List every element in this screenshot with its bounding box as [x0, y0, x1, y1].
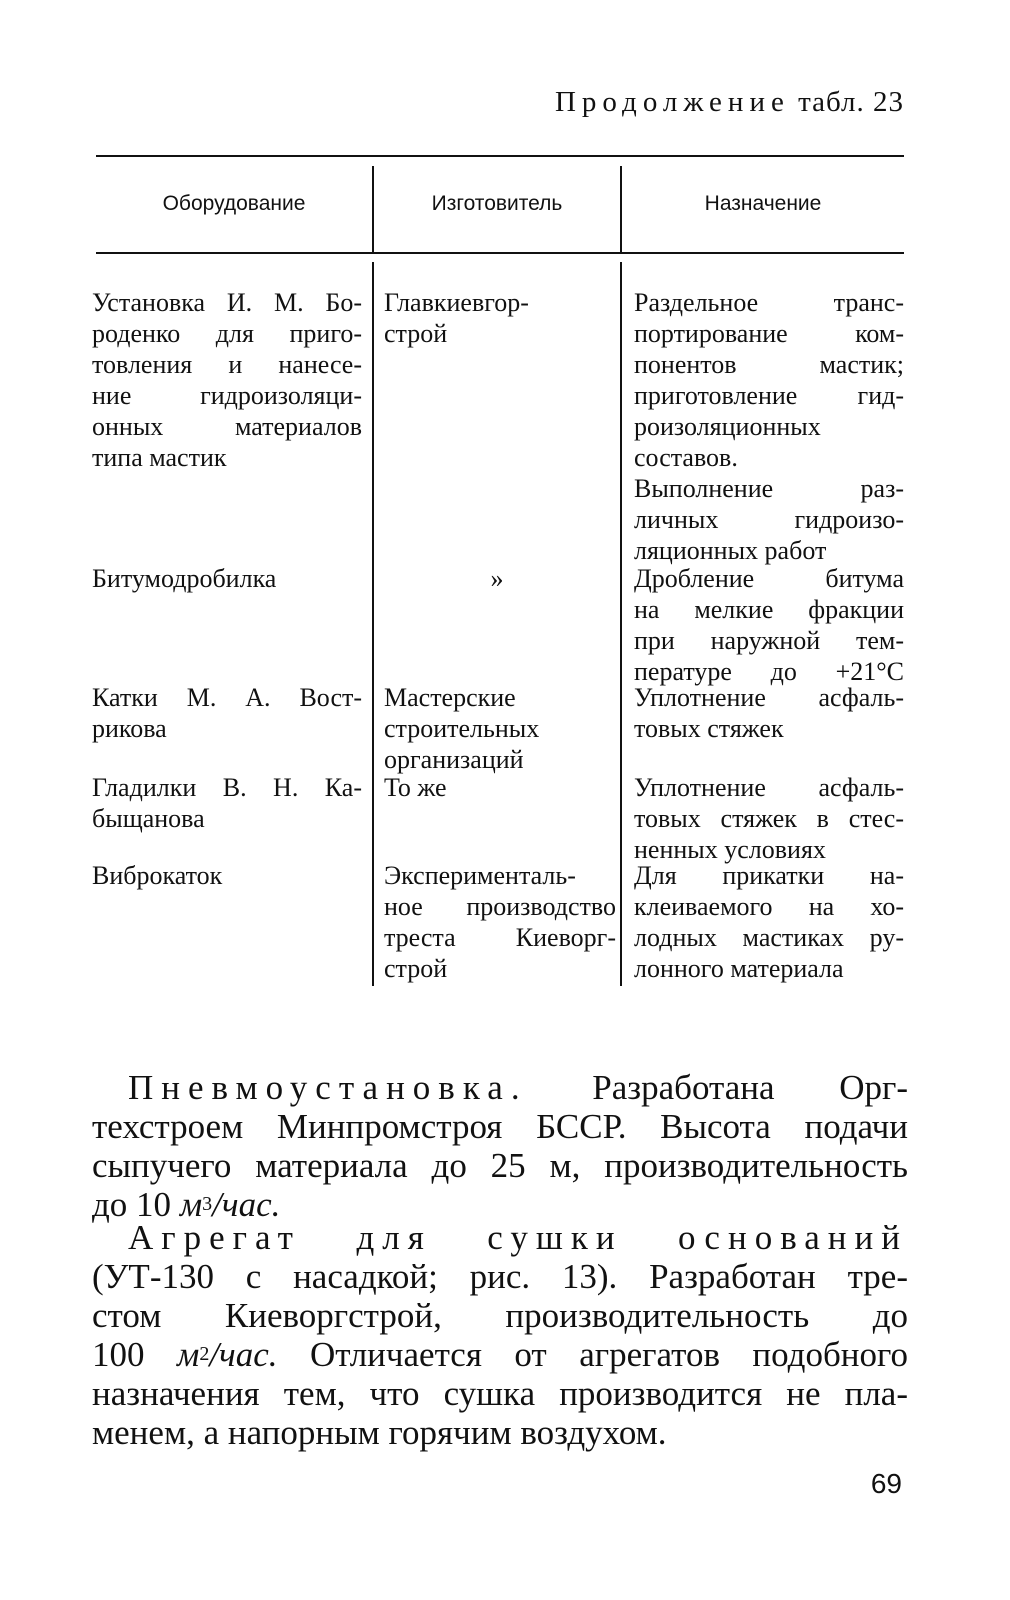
row4-equipment: Гладилки В. Н. Ка- быщанова — [92, 773, 362, 833]
paragraph-drying-unit: Агрегат для сушки оснований (УТ-130 с насадкой; рис. 13). Разработан тре- стом Киеворгстрой, производительность до 100 $м^2$/час. Отличается от агрегатов подобного назначения тем, что сушка производится не пла- менем, а напорным горячим воздухом. — [92, 1218, 908, 1452]
header-purpose: Назначение — [704, 192, 822, 215]
row2-purpose: Дробление битума на мелкие фракции при наружной тем- пературе до +21°С — [634, 564, 904, 686]
table-caption: Продолжение табл. 23 — [554, 86, 904, 118]
body-divider-2 — [620, 262, 622, 986]
paragraph-pneumatic-unit: Пневмоустановка. Разработана Орг- техстроем Минпромстроя БССР. Высота подачи сыпучего материала до 25 м, производительность до 10 $м^3$/час. — [92, 1068, 909, 1224]
row2-equipment: Битумодробилка — [92, 564, 277, 593]
row4-maker: То же — [384, 773, 447, 802]
table-top-rule — [96, 155, 904, 157]
row2-maker: » — [490, 564, 504, 593]
row5-equipment: Виброкаток — [92, 861, 223, 890]
row5-maker: Эксперименталь- ное производство треста Киеворг- строй — [384, 861, 616, 983]
row1-maker: Главкиевгор- строй — [384, 288, 529, 348]
row3-maker: Мастерские строительных организаций — [384, 683, 540, 774]
row1-purpose: Раздельное транс- портирование ком- понентов мастик; приготовление гид- роизоляционных составов. Выполнение раз- личных гидроизо- ляционных работ — [634, 288, 904, 565]
row3-purpose: Уплотнение асфаль- товых стяжек — [634, 683, 904, 743]
body-divider-1 — [372, 262, 374, 986]
row1-equipment: Установка И. М. Бо- роденко для приго- товления и нанесе- ние гидроизоляци- онных материалов типа мастик — [92, 288, 362, 472]
row5-purpose: Для прикатки на- клеиваемого на хо- лодных мастиках ру- лонного материала — [634, 861, 904, 983]
row4-purpose: Уплотнение асфаль- товых стяжек в стес- ненных условиях — [634, 773, 904, 864]
page-number: 69 — [870, 1468, 902, 1499]
header-equipment: Оборудование — [162, 192, 306, 215]
table-header-rule — [96, 252, 904, 254]
row3-equipment: Катки М. А. Вост- рикова — [92, 683, 362, 743]
paragraph-heading: Агрегат для сушки оснований — [128, 1218, 908, 1257]
paragraph-heading: Пневмоустановка. — [128, 1068, 528, 1107]
header-maker: Изготовитель — [431, 192, 563, 215]
